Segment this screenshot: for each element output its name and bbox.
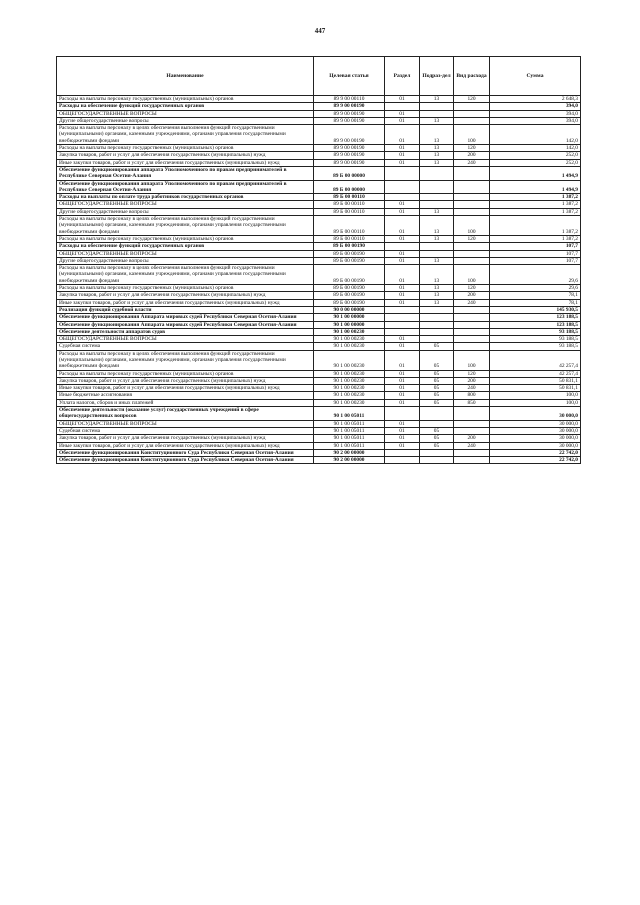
row-name: Расходы на выплаты персоналу в целях обеспечения выполнения функций государственными (муниципальными) органами, казенными учреждениями, органами управления государственными внебюджетными фондами bbox=[57, 216, 314, 236]
row-name: Расходы на выплаты персоналу государственных (муниципальных) органов bbox=[57, 285, 314, 292]
row-code: 90 1 00 00000 bbox=[314, 314, 385, 321]
row-sum: 93 188,5 bbox=[490, 328, 581, 335]
table-row bbox=[57, 250, 581, 257]
row-name: ОБЩЕГОСУДАРСТВЕННЫЕ ВОПРОСЫ bbox=[57, 201, 314, 208]
table-row bbox=[57, 336, 581, 343]
row-sum: 1 387,2 bbox=[490, 235, 581, 242]
row-sum: 30 000,0 bbox=[490, 420, 581, 427]
row-sum: 107,7 bbox=[490, 243, 581, 250]
table-row bbox=[57, 125, 581, 145]
row-code: 90 1 00 00230 bbox=[314, 385, 385, 392]
header-kind: Вид расхода bbox=[454, 57, 490, 96]
row-subsection bbox=[420, 243, 454, 250]
table-header-row bbox=[57, 57, 581, 96]
table-row bbox=[57, 166, 581, 180]
row-kind: 100 bbox=[454, 125, 490, 145]
row-name: Судебная система bbox=[57, 427, 314, 434]
row-sum: 107,7 bbox=[490, 257, 581, 264]
table-row bbox=[57, 299, 581, 306]
row-kind: 120 bbox=[454, 96, 490, 103]
row-sum: 394,0 bbox=[490, 110, 581, 117]
row-sum: 78,1 bbox=[490, 299, 581, 306]
row-code: 90 1 00 00000 bbox=[314, 321, 385, 328]
row-kind: 240 bbox=[454, 385, 490, 392]
table-row bbox=[57, 328, 581, 335]
row-kind: 120 bbox=[454, 145, 490, 152]
row-code: 90 2 00 00000 bbox=[314, 449, 385, 456]
row-kind: 240 bbox=[454, 442, 490, 449]
row-name: Расходы на выплаты персоналу государственных (муниципальных) органов bbox=[57, 96, 314, 103]
row-name: Обеспечение деятельности (оказание услуг) государственных учреждений в сфере общегосударственных вопросов bbox=[57, 407, 314, 421]
table-row bbox=[57, 243, 581, 250]
table-row bbox=[57, 442, 581, 449]
row-sum: 50 831,1 bbox=[490, 377, 581, 384]
table-row bbox=[57, 265, 581, 285]
row-sum: 42 257,4 bbox=[490, 350, 581, 370]
row-code: 89 Б 00 00110 bbox=[314, 235, 385, 242]
row-subsection bbox=[420, 103, 454, 110]
row-code: 90 1 00 00230 bbox=[314, 377, 385, 384]
row-name: Расходы на выплаты персоналу в целях обеспечения выполнения функций государственными (муниципальными) органами, казенными учреждениями, органами управления государственными внебюджетными фондами bbox=[57, 350, 314, 370]
row-name: Другие общегосударственные вопросы bbox=[57, 257, 314, 264]
table-row bbox=[57, 377, 581, 384]
row-name: Иные закупки товаров, работ и услуг для обеспечения государственных (муниципальных) нужд bbox=[57, 442, 314, 449]
row-code: 90 1 00 05011 bbox=[314, 407, 385, 421]
row-subsection bbox=[420, 194, 454, 201]
row-section: 01 bbox=[385, 265, 420, 285]
table-row bbox=[57, 314, 581, 321]
row-name: Расходы на обеспечение функций государственных органов bbox=[57, 103, 314, 110]
table-row bbox=[57, 208, 581, 215]
row-sum: 252,0 bbox=[490, 159, 581, 166]
row-kind bbox=[454, 336, 490, 343]
row-subsection bbox=[420, 449, 454, 456]
row-sum: 394,0 bbox=[490, 117, 581, 124]
row-section: 01 bbox=[385, 208, 420, 215]
row-name: Расходы на обеспечение функций государственных органов bbox=[57, 243, 314, 250]
row-kind bbox=[454, 180, 490, 194]
row-code: 90 1 00 05011 bbox=[314, 420, 385, 427]
table-row bbox=[57, 435, 581, 442]
row-name: Закупка товаров, работ и услуг для обеспечения государственных (муниципальных) нужд bbox=[57, 377, 314, 384]
row-kind bbox=[454, 110, 490, 117]
row-section: 01 bbox=[385, 350, 420, 370]
row-subsection bbox=[420, 180, 454, 194]
row-subsection: 05 bbox=[420, 385, 454, 392]
table-row bbox=[57, 180, 581, 194]
table-row bbox=[57, 96, 581, 103]
row-code: 90 1 00 00230 bbox=[314, 399, 385, 406]
row-code: 89 9 00 00190 bbox=[314, 145, 385, 152]
row-sum: 123 188,5 bbox=[490, 314, 581, 321]
table-row bbox=[57, 392, 581, 399]
row-section: 01 bbox=[385, 152, 420, 159]
row-kind bbox=[454, 314, 490, 321]
row-kind bbox=[454, 343, 490, 350]
row-kind: 850 bbox=[454, 399, 490, 406]
header-section: Раздел bbox=[385, 57, 420, 96]
row-name: Обеспечение функционирования Аппарата мировых судей Республики Северная Осетия-Алания bbox=[57, 321, 314, 328]
row-sum: 1 387,2 bbox=[490, 208, 581, 215]
row-section: 01 bbox=[385, 159, 420, 166]
row-subsection: 13 bbox=[420, 292, 454, 299]
table-row bbox=[57, 103, 581, 110]
row-kind bbox=[454, 250, 490, 257]
row-sum: 2 648,3 bbox=[490, 96, 581, 103]
row-code: 89 9 00 00190 bbox=[314, 117, 385, 124]
row-name: Закупка товаров, работ и услуг для обеспечения государственных (муниципальных) нужд bbox=[57, 435, 314, 442]
row-subsection bbox=[420, 110, 454, 117]
row-name: ОБЩЕГОСУДАРСТВЕННЫЕ ВОПРОСЫ bbox=[57, 110, 314, 117]
row-section: 01 bbox=[385, 250, 420, 257]
row-subsection: 05 bbox=[420, 343, 454, 350]
row-name: ОБЩЕГОСУДАРСТВЕННЫЕ ВОПРОСЫ bbox=[57, 250, 314, 257]
row-name: ОБЩЕГОСУДАРСТВЕННЫЕ ВОПРОСЫ bbox=[57, 336, 314, 343]
row-subsection bbox=[420, 321, 454, 328]
row-code: 89 Б 00 00190 bbox=[314, 299, 385, 306]
table-row bbox=[57, 201, 581, 208]
table-row bbox=[57, 343, 581, 350]
row-section: 01 bbox=[385, 201, 420, 208]
row-subsection: 13 bbox=[420, 257, 454, 264]
row-subsection: 13 bbox=[420, 125, 454, 145]
row-subsection: 05 bbox=[420, 377, 454, 384]
row-code: 89 Б 00 00110 bbox=[314, 216, 385, 236]
row-kind bbox=[454, 166, 490, 180]
row-sum: 1 387,2 bbox=[490, 216, 581, 236]
row-sum: 394,0 bbox=[490, 103, 581, 110]
row-kind bbox=[454, 420, 490, 427]
row-name: ОБЩЕГОСУДАРСТВЕННЫЕ ВОПРОСЫ bbox=[57, 420, 314, 427]
row-name: Реализация функций судебной власти bbox=[57, 306, 314, 313]
row-name: Обеспечение функционирования аппарата Уполномоченного по правам предпринимателей в Республике Северная Осетия-Алания bbox=[57, 180, 314, 194]
row-name: Обеспечение функционирования Конституционного Суда Республики Северная Осетия-Алания bbox=[57, 449, 314, 456]
row-name: Расходы на выплаты персоналу в целях обеспечения выполнения функций государственными (муниципальными) органами, казенными учреждениями, органами управления государственными внебюджетными фондами bbox=[57, 265, 314, 285]
table-row bbox=[57, 257, 581, 264]
table-row bbox=[57, 194, 581, 201]
row-section: 01 bbox=[385, 377, 420, 384]
table-row bbox=[57, 145, 581, 152]
row-section: 01 bbox=[385, 427, 420, 434]
row-section: 01 bbox=[385, 145, 420, 152]
row-kind: 800 bbox=[454, 392, 490, 399]
row-sum: 142,0 bbox=[490, 125, 581, 145]
row-subsection bbox=[420, 250, 454, 257]
row-section: 01 bbox=[385, 399, 420, 406]
row-name: Иные закупки товаров, работ и услуг для обеспечения государственных (муниципальных) нужд bbox=[57, 385, 314, 392]
row-subsection: 13 bbox=[420, 159, 454, 166]
row-section: 01 bbox=[385, 257, 420, 264]
row-name: Другие общегосударственные вопросы bbox=[57, 208, 314, 215]
row-subsection bbox=[420, 328, 454, 335]
row-code: 90 2 00 00000 bbox=[314, 457, 385, 464]
row-sum: 29,6 bbox=[490, 265, 581, 285]
row-section: 01 bbox=[385, 343, 420, 350]
row-code: 89 Б 00 00190 bbox=[314, 257, 385, 264]
row-sum: 142,0 bbox=[490, 145, 581, 152]
row-name: Судебная система bbox=[57, 343, 314, 350]
table-row bbox=[57, 285, 581, 292]
row-code: 89 Б 00 00190 bbox=[314, 285, 385, 292]
row-subsection: 13 bbox=[420, 285, 454, 292]
row-section: 01 bbox=[385, 420, 420, 427]
header-subsection: Подраз-дел bbox=[420, 57, 454, 96]
row-section bbox=[385, 449, 420, 456]
row-section bbox=[385, 407, 420, 421]
table-row bbox=[57, 152, 581, 159]
row-code: 90 1 00 05011 bbox=[314, 435, 385, 442]
row-kind: 100 bbox=[454, 350, 490, 370]
row-kind bbox=[454, 328, 490, 335]
row-sum: 30 000,0 bbox=[490, 442, 581, 449]
row-kind: 120 bbox=[454, 370, 490, 377]
table-row bbox=[57, 457, 581, 464]
row-sum: 252,0 bbox=[490, 152, 581, 159]
table-row bbox=[57, 117, 581, 124]
row-kind bbox=[454, 321, 490, 328]
row-sum: 29,6 bbox=[490, 285, 581, 292]
table-row bbox=[57, 306, 581, 313]
row-sum: 123 188,5 bbox=[490, 321, 581, 328]
row-subsection: 05 bbox=[420, 442, 454, 449]
row-subsection: 05 bbox=[420, 350, 454, 370]
row-subsection bbox=[420, 166, 454, 180]
row-kind bbox=[454, 427, 490, 434]
row-code: 89 Б 00 00000 bbox=[314, 166, 385, 180]
row-code: 89 Б 00 00000 bbox=[314, 180, 385, 194]
row-sum: 50 831,1 bbox=[490, 385, 581, 392]
row-section: 01 bbox=[385, 96, 420, 103]
row-kind bbox=[454, 306, 490, 313]
row-section bbox=[385, 328, 420, 335]
header-name: Наименование bbox=[57, 57, 314, 96]
row-kind bbox=[454, 449, 490, 456]
row-kind: 200 bbox=[454, 377, 490, 384]
row-section bbox=[385, 243, 420, 250]
row-sum: 22 742,0 bbox=[490, 457, 581, 464]
row-section bbox=[385, 194, 420, 201]
row-name: Расходы на выплаты персоналу государственных (муниципальных) органов bbox=[57, 370, 314, 377]
row-name: Иные закупки товаров, работ и услуг для обеспечения государственных (муниципальных) нужд bbox=[57, 299, 314, 306]
row-subsection: 13 bbox=[420, 117, 454, 124]
row-code: 89 Б 00 00110 bbox=[314, 208, 385, 215]
row-section: 01 bbox=[385, 442, 420, 449]
page-number: 447 bbox=[314, 27, 326, 35]
row-section: 01 bbox=[385, 385, 420, 392]
table-row bbox=[57, 216, 581, 236]
row-section: 01 bbox=[385, 292, 420, 299]
row-code: 90 0 00 00000 bbox=[314, 306, 385, 313]
row-sum: 30 000,0 bbox=[490, 407, 581, 421]
row-sum: 78,1 bbox=[490, 292, 581, 299]
row-subsection: 05 bbox=[420, 370, 454, 377]
row-name: Иные закупки товаров, работ и услуг для обеспечения государственных (муниципальных) нужд bbox=[57, 159, 314, 166]
row-code: 90 1 00 05011 bbox=[314, 442, 385, 449]
row-subsection: 13 bbox=[420, 235, 454, 242]
row-kind bbox=[454, 407, 490, 421]
row-kind: 200 bbox=[454, 435, 490, 442]
table-row bbox=[57, 235, 581, 242]
row-code: 89 Б 00 00190 bbox=[314, 265, 385, 285]
row-name: Уплата налогов, сборов и иных платежей bbox=[57, 399, 314, 406]
row-section: 01 bbox=[385, 285, 420, 292]
row-code: 89 9 00 00190 bbox=[314, 125, 385, 145]
row-kind bbox=[454, 117, 490, 124]
row-kind bbox=[454, 103, 490, 110]
row-code: 90 1 00 00230 bbox=[314, 328, 385, 335]
row-subsection bbox=[420, 314, 454, 321]
row-section bbox=[385, 103, 420, 110]
row-kind bbox=[454, 243, 490, 250]
row-section bbox=[385, 166, 420, 180]
row-kind: 100 bbox=[454, 265, 490, 285]
row-sum: 100,0 bbox=[490, 392, 581, 399]
row-subsection bbox=[420, 407, 454, 421]
row-subsection: 05 bbox=[420, 435, 454, 442]
row-kind: 120 bbox=[454, 235, 490, 242]
row-name: Обеспечение функционирования Аппарата мировых судей Республики Северная Осетия-Алания bbox=[57, 314, 314, 321]
row-subsection bbox=[420, 420, 454, 427]
row-section bbox=[385, 180, 420, 194]
row-subsection: 13 bbox=[420, 216, 454, 236]
header-sum: Сумма bbox=[490, 57, 581, 96]
row-subsection: 13 bbox=[420, 265, 454, 285]
row-sum: 100,0 bbox=[490, 399, 581, 406]
row-kind bbox=[454, 457, 490, 464]
row-name: Расходы на выплаты персоналу в целях обеспечения выполнения функций государственными (муниципальными) органами, казенными учреждениями, органами управления государственными внебюджетными фондами bbox=[57, 125, 314, 145]
row-subsection bbox=[420, 306, 454, 313]
row-kind: 240 bbox=[454, 159, 490, 166]
table-row bbox=[57, 350, 581, 370]
row-sum: 22 742,0 bbox=[490, 449, 581, 456]
row-subsection bbox=[420, 336, 454, 343]
row-code: 89 Б 00 00190 bbox=[314, 292, 385, 299]
row-sum: 30 000,0 bbox=[490, 435, 581, 442]
row-section bbox=[385, 321, 420, 328]
row-subsection bbox=[420, 201, 454, 208]
row-sum: 42 257,4 bbox=[490, 370, 581, 377]
row-code: 89 Б 00 00190 bbox=[314, 250, 385, 257]
row-section: 01 bbox=[385, 370, 420, 377]
row-section: 01 bbox=[385, 117, 420, 124]
row-subsection: 05 bbox=[420, 427, 454, 434]
table-row bbox=[57, 427, 581, 434]
row-kind bbox=[454, 194, 490, 201]
row-sum: 107,7 bbox=[490, 250, 581, 257]
row-code: 90 1 00 00230 bbox=[314, 336, 385, 343]
row-code: 89 Б 00 00190 bbox=[314, 243, 385, 250]
row-sum: 30 000,0 bbox=[490, 427, 581, 434]
row-section: 01 bbox=[385, 110, 420, 117]
row-code: 89 9 00 00190 bbox=[314, 152, 385, 159]
row-subsection: 13 bbox=[420, 145, 454, 152]
row-subsection: 05 bbox=[420, 392, 454, 399]
row-name: Обеспечение функционирования аппарата Уполномоченного по правам предпринимателей в Республике Северная Осетия-Алания bbox=[57, 166, 314, 180]
row-sum: 93 188,5 bbox=[490, 336, 581, 343]
budget-table bbox=[56, 56, 581, 464]
table-row bbox=[57, 407, 581, 421]
row-sum: 1 387,2 bbox=[490, 201, 581, 208]
table-body bbox=[57, 96, 581, 464]
row-kind bbox=[454, 201, 490, 208]
row-code: 89 9 00 00110 bbox=[314, 96, 385, 103]
row-section: 01 bbox=[385, 235, 420, 242]
row-name: Закупка товаров, работ и услуг для обеспечения государственных (муниципальных) нужд bbox=[57, 152, 314, 159]
row-subsection: 05 bbox=[420, 399, 454, 406]
row-subsection: 13 bbox=[420, 299, 454, 306]
row-code: 89 9 00 00190 bbox=[314, 103, 385, 110]
row-code: 90 1 00 00230 bbox=[314, 343, 385, 350]
row-sum: 1 387,2 bbox=[490, 194, 581, 201]
header-code: Целевая статья bbox=[314, 57, 385, 96]
row-name: Другие общегосударственные вопросы bbox=[57, 117, 314, 124]
row-kind bbox=[454, 208, 490, 215]
row-section bbox=[385, 457, 420, 464]
row-name: Расходы на выплаты по оплате труда работников государственных органов bbox=[57, 194, 314, 201]
row-section: 01 bbox=[385, 125, 420, 145]
row-sum: 145 930,5 bbox=[490, 306, 581, 313]
row-name: Обеспечение функционирования Конституционного Суда Республики Северная Осетия-Алания bbox=[57, 457, 314, 464]
row-subsection bbox=[420, 457, 454, 464]
row-name: Расходы на выплаты персоналу государственных (муниципальных) органов bbox=[57, 235, 314, 242]
row-code: 90 1 00 00230 bbox=[314, 350, 385, 370]
row-section: 01 bbox=[385, 336, 420, 343]
row-subsection: 13 bbox=[420, 208, 454, 215]
row-sum: 1 494,9 bbox=[490, 180, 581, 194]
row-code: 90 1 00 05011 bbox=[314, 427, 385, 434]
row-name: Закупка товаров, работ и услуг для обеспечения государственных (муниципальных) нужд bbox=[57, 292, 314, 299]
row-name: Расходы на выплаты персоналу государственных (муниципальных) органов bbox=[57, 145, 314, 152]
row-code: 89 Б 00 00110 bbox=[314, 194, 385, 201]
row-name: Иные бюджетные ассигнования bbox=[57, 392, 314, 399]
table-row bbox=[57, 110, 581, 117]
row-code: 90 1 00 00230 bbox=[314, 392, 385, 399]
row-section: 01 bbox=[385, 392, 420, 399]
table-row bbox=[57, 321, 581, 328]
row-section bbox=[385, 314, 420, 321]
row-sum: 93 188,5 bbox=[490, 343, 581, 350]
row-kind: 240 bbox=[454, 299, 490, 306]
row-kind bbox=[454, 257, 490, 264]
table-row bbox=[57, 385, 581, 392]
row-code: 90 1 00 00230 bbox=[314, 370, 385, 377]
row-kind: 120 bbox=[454, 285, 490, 292]
row-subsection: 13 bbox=[420, 96, 454, 103]
table-row bbox=[57, 159, 581, 166]
row-kind: 100 bbox=[454, 216, 490, 236]
table-row bbox=[57, 370, 581, 377]
table-row bbox=[57, 449, 581, 456]
row-code: 89 9 00 00190 bbox=[314, 159, 385, 166]
row-code: 89 9 00 00190 bbox=[314, 110, 385, 117]
row-kind: 200 bbox=[454, 152, 490, 159]
row-sum: 1 494,9 bbox=[490, 166, 581, 180]
row-kind: 200 bbox=[454, 292, 490, 299]
row-section: 01 bbox=[385, 216, 420, 236]
row-section bbox=[385, 306, 420, 313]
row-name: Обеспечение деятельности аппаратов судов bbox=[57, 328, 314, 335]
table-row bbox=[57, 420, 581, 427]
table-row bbox=[57, 292, 581, 299]
row-section: 01 bbox=[385, 299, 420, 306]
row-section: 01 bbox=[385, 435, 420, 442]
row-code: 89 Б 00 00110 bbox=[314, 201, 385, 208]
row-subsection: 13 bbox=[420, 152, 454, 159]
table-row bbox=[57, 399, 581, 406]
